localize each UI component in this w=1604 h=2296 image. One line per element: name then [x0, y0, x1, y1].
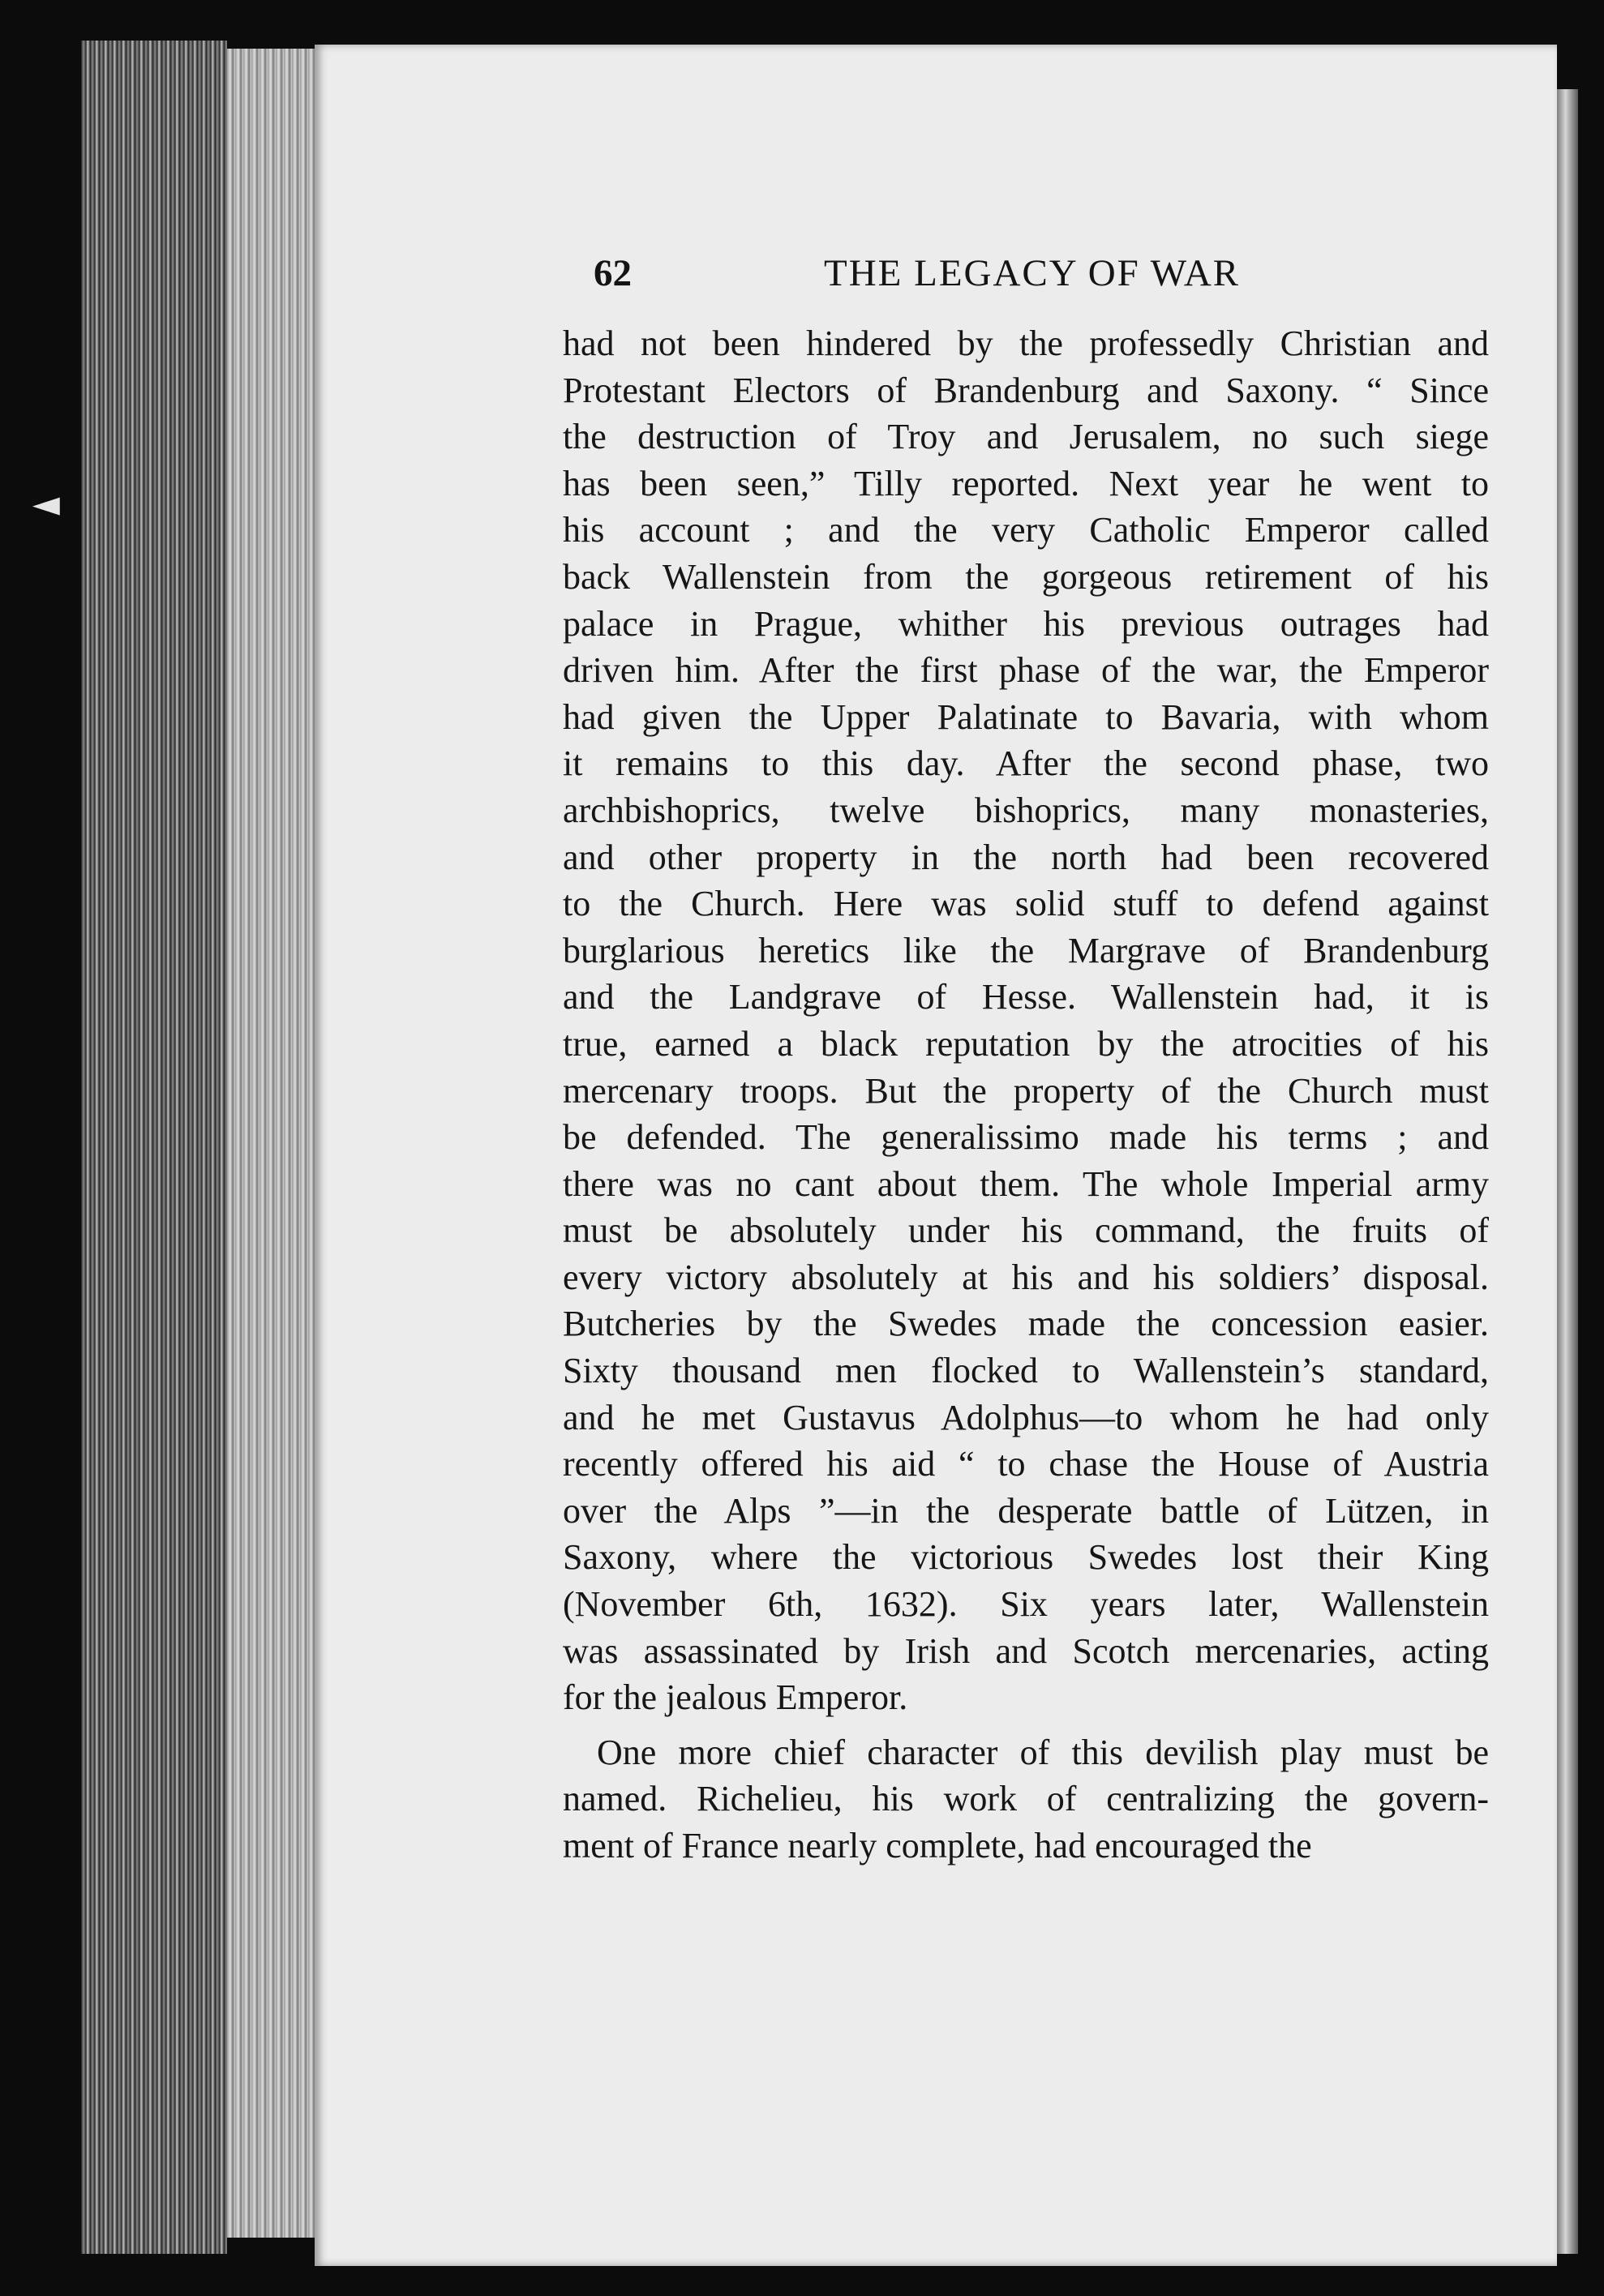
- text-line: was assassinated by Irish and Scotch mercenaries, acting: [563, 1630, 1489, 1671]
- text-line: every victory absolutely at his and his soldiers’ disposal.: [563, 1257, 1489, 1297]
- text-line: driven him. After the first phase of the war, the Emperor: [563, 650, 1489, 691]
- text-line: One more chief character of this devilish play must be: [597, 1732, 1489, 1772]
- text-line: had not been hindered by the professedly Christian and: [563, 323, 1489, 363]
- page-stack-left: [227, 49, 316, 2238]
- text-line: be defended. The generalissimo made his terms ; and: [563, 1117, 1489, 1158]
- text-line: ment of France nearly complete, had encouraged the: [563, 1826, 1312, 1866]
- paragraph: [563, 320, 1489, 1721]
- text-line: Butcheries by the Swedes made the concession easier.: [563, 1304, 1489, 1344]
- text-line: true, earned a black reputation by the atrocities of his: [563, 1023, 1489, 1064]
- text-line: Protestant Electors of Brandenburg and Saxony. “ Since: [563, 370, 1489, 410]
- running-title: THE LEGACY OF WAR: [824, 252, 1241, 294]
- text-line: had given the Upper Palatinate to Bavaria, with whom: [563, 696, 1489, 737]
- text-line: recently offered his aid “ to chase the House of Austria: [563, 1444, 1489, 1484]
- text-line: has been seen,” Tilly reported. Next year he went to: [563, 463, 1489, 503]
- text-line: named. Richelieu, his work of centralizing the govern-: [563, 1779, 1489, 1819]
- text-line: must be absolutely under his command, the fruits of: [563, 1210, 1489, 1251]
- scan-artifact-mark: ◄: [32, 483, 60, 525]
- text-line: mercenary troops. But the property of the Church must: [563, 1070, 1489, 1111]
- text-line: (November 6th, 1632). Six years later, Wallenstein: [563, 1584, 1489, 1625]
- book-edge-left: [81, 41, 227, 2254]
- text-line: archbishoprics, twelve bishoprics, many monasteries,: [563, 790, 1489, 830]
- text-line: burglarious heretics like the Margrave of Brandenburg: [563, 930, 1489, 970]
- text-line: Saxony, where the victorious Swedes lost their King: [563, 1537, 1489, 1578]
- text-line: there was no cant about them. The whole Imperial army: [563, 1163, 1489, 1204]
- text-line: the destruction of Troy and Jerusalem, no such siege: [563, 417, 1489, 457]
- paragraph: [563, 1729, 1489, 1870]
- text-line: over the Alps ”—in the desperate battle of Lützen, in: [563, 1490, 1489, 1531]
- text-line: palace in Prague, whither his previous outrages had: [563, 603, 1489, 644]
- book-edge-right: [1555, 89, 1578, 2254]
- text-line: and the Landgrave of Hesse. Wallenstein had, it is: [563, 977, 1489, 1017]
- page-number: 62: [594, 252, 632, 294]
- text-line: and other property in the north had been recovered: [563, 837, 1489, 877]
- text-line: it remains to this day. After the second phase, two: [563, 743, 1489, 784]
- text-line: for the jealous Emperor.: [563, 1677, 908, 1718]
- text-line: back Wallenstein from the gorgeous retirement of his: [563, 556, 1489, 597]
- text-line: to the Church. Here was solid stuff to defend against: [563, 884, 1489, 924]
- page-header: [594, 251, 1267, 300]
- text-line: Sixty thousand men flocked to Wallenstein’s standard,: [563, 1351, 1489, 1391]
- text-line: his account ; and the very Catholic Emperor called: [563, 510, 1489, 550]
- body-text: [563, 320, 1489, 1870]
- text-line: and he met Gustavus Adolphus—to whom he had only: [563, 1397, 1489, 1437]
